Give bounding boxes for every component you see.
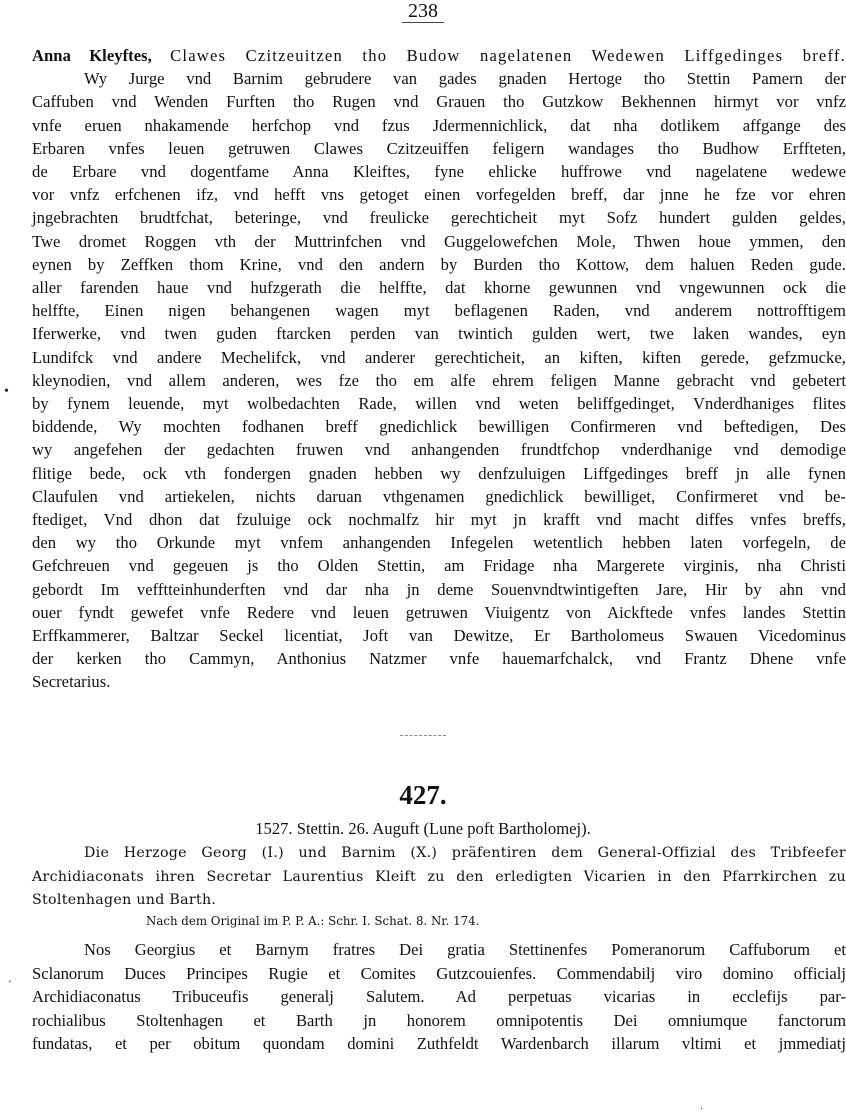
text-line: wy angefehen der gedachten fruwen vnd anhangenden frundtfchop vnderdhanige vnd demodige <box>32 440 846 460</box>
section-divider <box>400 735 446 736</box>
text-line: Claufulen vnd artiekelen, nichts daruan vthgenamen gnedichlick bewilliget, Confirmeret vnd be- <box>32 486 846 506</box>
text-line: fundatas, et per obitum quondam domini Zuthfeldt Wardenbarch illarum vltimi et jmmediatj <box>32 1034 846 1054</box>
summary-text: Die Herzoge Georg (I.) und Barnim (X.) präfentiren dem General-Offizial des Tribfeefer Archidiaconats ihren Secretar Laurentius Kleift zu den erledigten Vicarien in den Pfarrkirchen zu Stoltenhagen und Barth. <box>32 845 846 908</box>
text-line: Twe dromet Roggen vth der Muttrinfchen vnd Guggelowefchen Mole, Thwen houe ymmen, den <box>32 231 846 251</box>
text-line: biddende, Wy mochten fodhanen breff gnedichlick bewilligen Confirmeren vnd beftedigen, Des <box>32 417 846 437</box>
text-line: der kerken tho Cammyn, Anthonius Natzmer vnfe hauemarfchalck, vnd Frantz Dhene vnfe <box>32 649 846 669</box>
text-line: ftediget, Vnd dhon dat fzuluige ock nochmalfz hir myt jn krafft vnd macht diffes vnfes breffs, <box>32 510 846 530</box>
page-number-container <box>0 0 846 23</box>
text-line: Iferwerke, vnd twen guden ftarcken perden van twintich gulden wert, twe laken wandes, eyn <box>32 324 846 344</box>
document-summary <box>32 842 846 913</box>
text-line: aller farenden haue vnd hufzgerath die helffte, dat khorne gewunnen vnd vngewunnen ock die <box>32 278 846 298</box>
text-line: Lundifck vnd andere Mechelifck, vnd anderer gerechticheit, an kiften, kiften gerede, gefzmucke, <box>32 347 846 367</box>
text-line: de Erbare vnd dogentfame Anna Kleiftes, fyne ehlicke huffrowe vnd nagelatene wedewe <box>32 162 846 182</box>
text-line: Sclanorum Duces Principes Rugie et Comites Gutzcouienfes. Commendabilj viro domino officialj <box>32 963 846 983</box>
text-line: den wy tho Orkunde myt vnfem anhangenden Infegelen wetentlich hebben laten vorfegeln, de <box>32 533 846 553</box>
text-line: vnfe eruen nhakamende herfchop vnd fzus Jdermennichlick, dat nha dotlikem affgange des <box>32 115 846 135</box>
text-line: rochialibus Stoltenhagen et Barth jn honorem omnipotentis Dei omniumque fanctorum <box>32 1010 846 1030</box>
text-line: Caffuben vnd Wenden Furften tho Rugen vnd Grauen tho Gutzkow Bekhennen hirmyt vor vnfz <box>32 92 846 112</box>
margin-mark: . <box>700 1098 703 1112</box>
text-line: Gefchreuen vnd gegeuen js tho Olden Stettin, am Fridage nha Margerete virginis, nha Christi <box>32 556 846 576</box>
recipient-name: Anna Kleyftes, <box>32 46 152 65</box>
document-427-body <box>32 938 846 1056</box>
text-line: Erffkammerer, Baltzar Seckel licentiat, Joft van Dewitze, Er Bartholomeus Swauen Vicedominus <box>32 626 846 646</box>
text-line: Wy Jurge vnd Barnim gebrudere van gades gnaden Hertoge tho Stettin Pamern der <box>84 69 846 89</box>
text-line: helffte, Einen nigen behangenen wagen myt beflagenen Raden, vnd anderem nottrofftigem <box>32 301 846 321</box>
margin-mark: • <box>4 384 9 399</box>
text-line: Erbaren vnfes leuen getruwen Clawes Czitzeuiffen feligern wandages tho Budhow Erffteten, <box>32 138 846 158</box>
text-line: ouer fyndt gewefet vnfe Redere vnd leuen getruwen Viuigentz von Aickftede vnfes landes Stettin <box>32 602 846 622</box>
document-426-body <box>32 67 846 693</box>
text-line: Secretarius. <box>32 672 111 692</box>
text-line: Nos Georgius et Barnym fratres Dei gratia Stettinenfes Pomeranorum Caffuborum et <box>84 940 846 959</box>
text-line: eynen by Zeffken thom Krine, vnd den andern by Burden tho Kottow, dem haluen Reden gude. <box>32 254 846 274</box>
document-426-heading <box>32 44 846 67</box>
text-line: flitige bede, ock vth fondergen gnaden hebben wy denfzuluigen Liffgedinges breff jn alle fynen <box>32 463 846 483</box>
document-number: 427. <box>399 780 447 810</box>
heading-rest: Clawes Czitzeuitzen tho Budow nagelatenen Wedewen Liffgedinges breff. <box>170 46 846 65</box>
page-number: 238 <box>402 0 444 23</box>
text-line: jngebrachten brudtfchat, beteringe, vnd freulicke gerechticheit myt Sofz hundert gulden geldes, <box>32 208 846 228</box>
margin-mark: ` <box>8 978 12 992</box>
text-line: gebordt Im vefftteinhunderften vnd dar nha jn deme Souenvndtwintigeften Jare, Hir by ahn vnd <box>32 579 846 599</box>
document-date-line: 1527. Stettin. 26. Auguft (Lune poft Bartholomej). <box>255 819 591 838</box>
source-note: Nach dem Original im P. P. A.: Schr. I. Schat. 8. Nr. 174. <box>146 914 480 928</box>
document-426-text <box>32 44 846 694</box>
text-line: by fynem leuende, myt wolbedachten Rade, willen vnd weten beliffgedinget, Vnderdhaniges flites <box>32 394 846 414</box>
text-line: Archidiaconatus Tribuceufis generalj Salutem. Ad perpetuas vicarias in ecclefijs par- <box>32 987 846 1007</box>
text-line: kleynodien, vnd allem anderen, wes fze tho em alfe ehrem feligen Manne gebracht vnd gebetert <box>32 370 846 390</box>
text-line: vor vnfz erfchenen ifz, vnd hefft vns getoget einen vorfegelden breff, dar jnne he fze vor ehren <box>32 185 846 205</box>
